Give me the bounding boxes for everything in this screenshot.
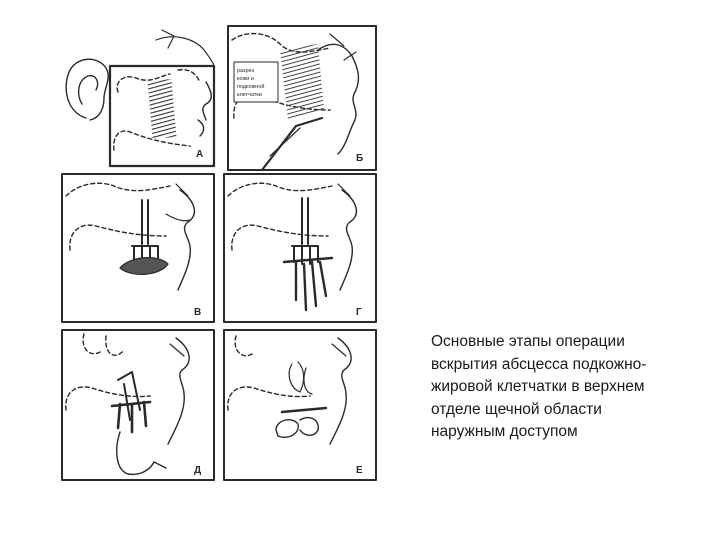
caption-line-2: вскрытия абсцесса подкожно- (431, 355, 647, 373)
panel-g-letter: Г (356, 307, 362, 318)
panel-e-letter: Е (356, 465, 363, 476)
panel-d (62, 330, 214, 480)
panel-d-letter: Д (194, 465, 202, 476)
panel-b-inset-line-4: клетчатки (237, 92, 262, 98)
caption-line-5: наружным доступом (431, 423, 578, 440)
panel-v-letter: В (194, 307, 202, 318)
panel-e (224, 330, 376, 480)
panel-a-letter: А (196, 149, 204, 160)
panel-g (224, 174, 376, 322)
panel-b (228, 26, 376, 170)
caption-line-1: Основные этапы операции (431, 333, 625, 350)
caption-line-4: отделе щечной области (431, 400, 602, 418)
figure-caption (431, 331, 711, 444)
panel-b-inset-line-1: разрез (237, 68, 255, 74)
panel-b-inset-line-3: подкожной (237, 84, 265, 90)
caption-line-3: жировой клетчатки в верхнем (431, 378, 645, 395)
panel-b-inset-line-2: кожи и (237, 76, 254, 82)
panel-b-letter: Б (356, 153, 364, 164)
panel-a (66, 30, 214, 166)
panel-v (62, 174, 214, 322)
